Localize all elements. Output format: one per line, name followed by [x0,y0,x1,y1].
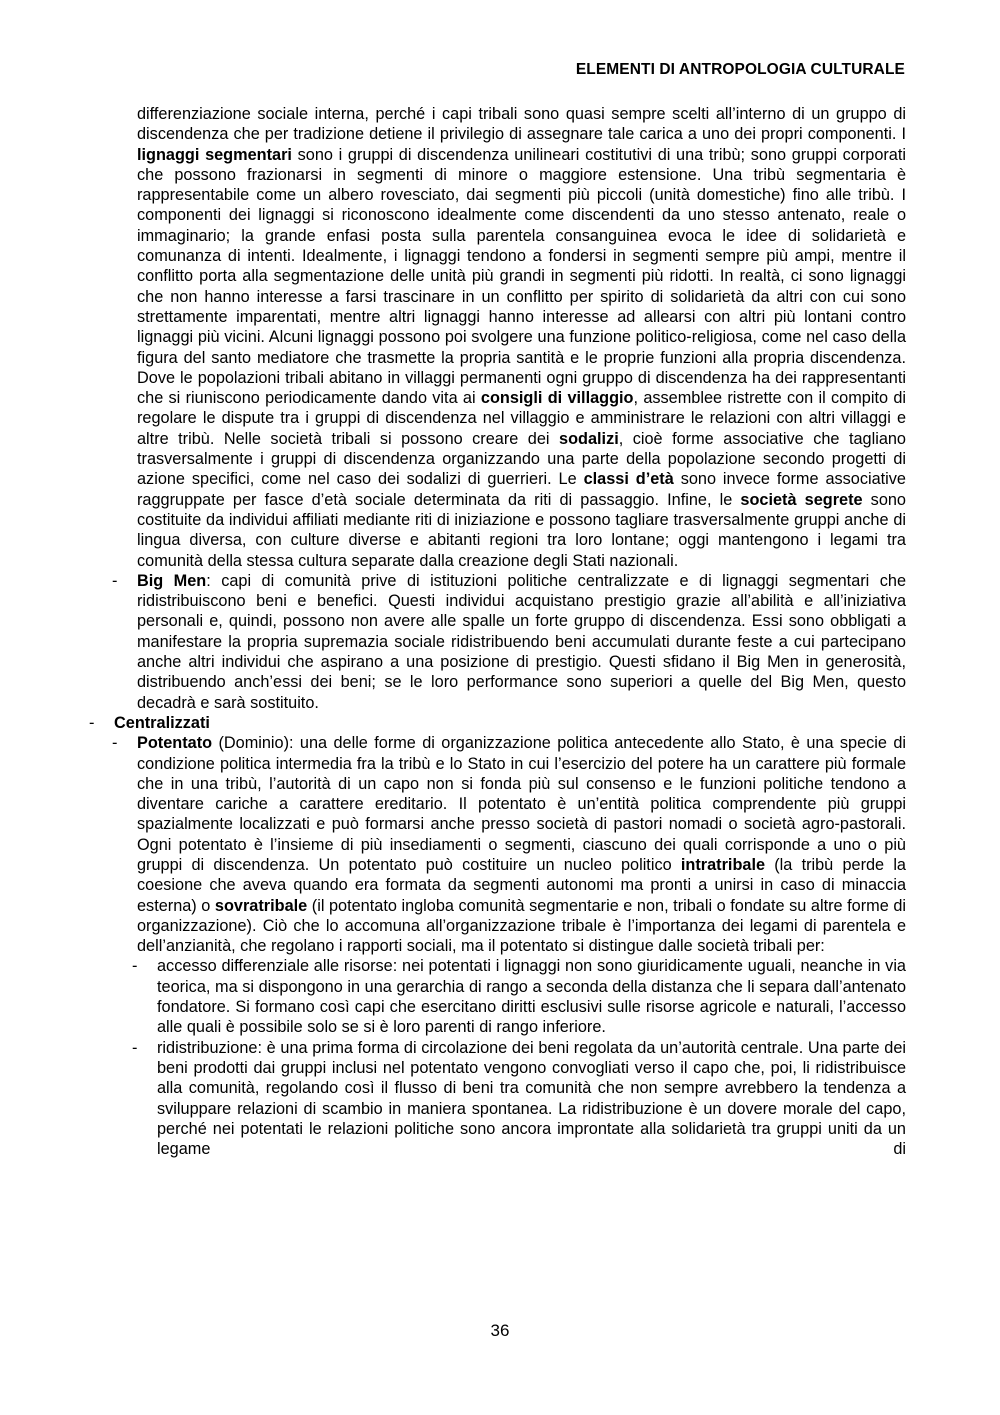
paragraph-lignaggi [137,104,906,571]
bullet-dash: - [89,713,95,732]
list-item-ridistribuzione [132,1038,906,1160]
ridistribuzione-text: ridistribuzione: è una prima forma di circolazione dei beni regolata da un’autorità centrale. Una parte dei beni prodotti dai gruppi inclusi nel potentato vengono convogliati verso il capo che, poi, li ridistribuisce alla comunità, regolando così il flusso di beni tra comunità che non sempre avrebbero la tendenza a sviluppare relazioni di scambio in maniera spontanea. La ridistribuzione è un dovere morale del capo, perché nei potentati le relazioni politiche sono ancora improntate alla solidarietà tra gruppi uniti da un legame di [157,1038,906,1159]
bold-term: sovratribale [214,896,308,915]
bold-term: lignaggi segmentari [137,145,292,164]
centralizzati-heading: Centralizzati [114,713,210,732]
list-item-accesso [132,956,906,1037]
list-item-potentato [112,733,906,956]
text-run: (Dominio): una delle forme di organizzazione politica antecedente allo Stato, è una specie di condizione politica intermedia fra la tribù e lo Stato in cui l’esercizio del potere ha un carattere più formale che in una tribù, l’autorità di un capo non si fonda più sul consenso e le funzioni politiche tendono a diventare cariche a carattere ereditario. Il potentato è un’entità politica comprendente più gruppi spazialmente localizzati e può formarsi anche presso società di pastori nomadi o società agro-pastorali. Ogni potentato è l’insieme di più insediamenti o segmenti, ciascuno dei quali corrisponde a uno o più gruppi di discendenza. Un potentato può costituire un nucleo politico [137,734,906,874]
bold-term: sodalizi [559,429,619,448]
running-header: ELEMENTI DI ANTROPOLOGIA CULTURALE [575,61,905,78]
text-run: sono costituite da individui affiliati mediante riti di iniziazione e possono tagliare trasversalmente gruppi anche di lingua diversa, con culture diverse e abitanti regioni tra loro lontane; oggi mantengono i legami tra comunità della stessa cultura separate dalla creazione degli Stati nazionali. [137,490,906,570]
bold-term: consigli di villaggio [480,389,634,408]
bullet-dash: - [132,1038,138,1057]
bold-term: società segrete [740,490,863,509]
bold-term: Potentato [137,734,213,753]
list-item-big-men [112,571,906,713]
text-run: sono invece forme associative raggruppate per fasce d’età sociale determinata da riti di passaggio. Infine, le [137,470,906,509]
bold-term: Big Men [137,571,207,590]
page-number: 36 [490,1321,510,1340]
bullet-dash: - [112,571,118,590]
text-run: : capi di comunità prive di istituzioni politiche centralizzate e di lignaggi segmentari che ridistribuiscono beni e benefici. Questi individui acquistano prestigio grazie all’abilità e all’iniziativa personali e, quindi, possono non avere alle spalle un forte gruppo di discendenza. Essi sono obbligati a manifestare la propria supremazia sociale ridistribuendo beni accumulati durante feste a cui partecipano anche altri individui che aspirano a una posizione di prestigio. Questi sfidano il Big Men in generosità, distribuendo anch’essi dei beni; se le loro performance sono superiori a quelle del Big Men, questo decadrà e sarà sostituito. [137,571,906,712]
text-run: differenziazione sociale interna, perché i capi tribali sono quasi sempre scelti all’interno di un gruppo di discendenza che per tradizione detiene il privilegio di assegnare tale carica a uno dei propri componenti. I [137,105,906,144]
big-men-text [137,571,906,713]
bold-term: intratribale [680,855,766,874]
text-run: , assemblee ristrette con il compito di regolare le dispute tra i gruppi di discendenza nel villaggio e amministrare le relazioni con altri villaggi e altre tribù. Nelle società tribali si possono creare dei [137,389,906,448]
text-run: (il potentato ingloba comunità segmentarie e non, tribali o fondate su altre forme di organizzazione). Ciò che lo accomuna all’organizzazione tribale è l’importanza dei legami di parentela e dell’anzianità, che regolano i rapporti sociali, ma il potentato si distingue dalle società tribali per: [137,896,906,956]
bullet-dash: - [112,734,118,753]
bold-term: classi d’età [583,470,674,489]
page-body [89,104,906,1159]
text-run: sono i gruppi di discendenza unilineari costitutivi di una tribù; sono gruppi corporati che possono frazionarsi in segmenti di minore o maggiore estensione. Una tribù segmentaria è rappresentabile come un albero rovesciato, dai segmenti più piccoli (unità domestiche) fino alle tribù. I componenti dei lignaggi si riconoscono idealmente come discendenti da uno stesso antenato, reale o immaginario; la grande enfasi posta sulla parentela consanguinea evoca le idee di solidarietà e comunanza di intenti. Idealmente, i lignaggi tendono a fondersi in segmenti sempre più ampi, mentre il conflitto porta alla segmentazione delle unità più grandi in segmenti più ridotti. In realtà, ci sono lignaggi che non hanno interesse a farsi trascinare in un conflitto per spirito di solidarietà da altri con cui sono strettamente imparentati, mentre altri lignaggi hanno interesse ad allearsi con altri più lontani contro lignaggi più vicini. Alcuni lignaggi possono poi svolgere una funzione politico-religiosa, come nel caso della figura del santo mediatore che trasmette la propria santità e le proprie funzioni alla propria discendenza. Dove le popolazioni tribali abitano in villaggi permanenti ogni gruppo di discendenza ha dei rappresentanti che si riuniscono periodicamente dando vita ai [137,145,906,408]
text-run: , cioè forme associative che tagliano trasversalmente i gruppi di discendenza organizzando una parte della popolazione secondo progetti di azione specifici, come nel caso dei sodalizi di guerrieri. Le [137,429,906,489]
list-item-centralizzati [89,713,906,733]
bullet-dash: - [132,957,138,976]
text-run: (la tribù perde la coesione che aveva quando era formata da segmenti autonomi ma pronti a unirsi in caso di minaccia esterna) o [137,855,906,915]
potentato-text [137,733,906,956]
accesso-text: accesso differenziale alle risorse: nei potentati i lignaggi non sono giuridicamente uguali, neanche in via teorica, ma si dispongono in una gerarchia di rango a seconda della distanza che li separa dall’antenato fondatore. Si formano così capi che esercitano diritti esclusivi sulle risorse agricole e naturali, l’accesso alle quali è possibile solo se si è loro parenti di rango inferiore. [157,957,906,1037]
